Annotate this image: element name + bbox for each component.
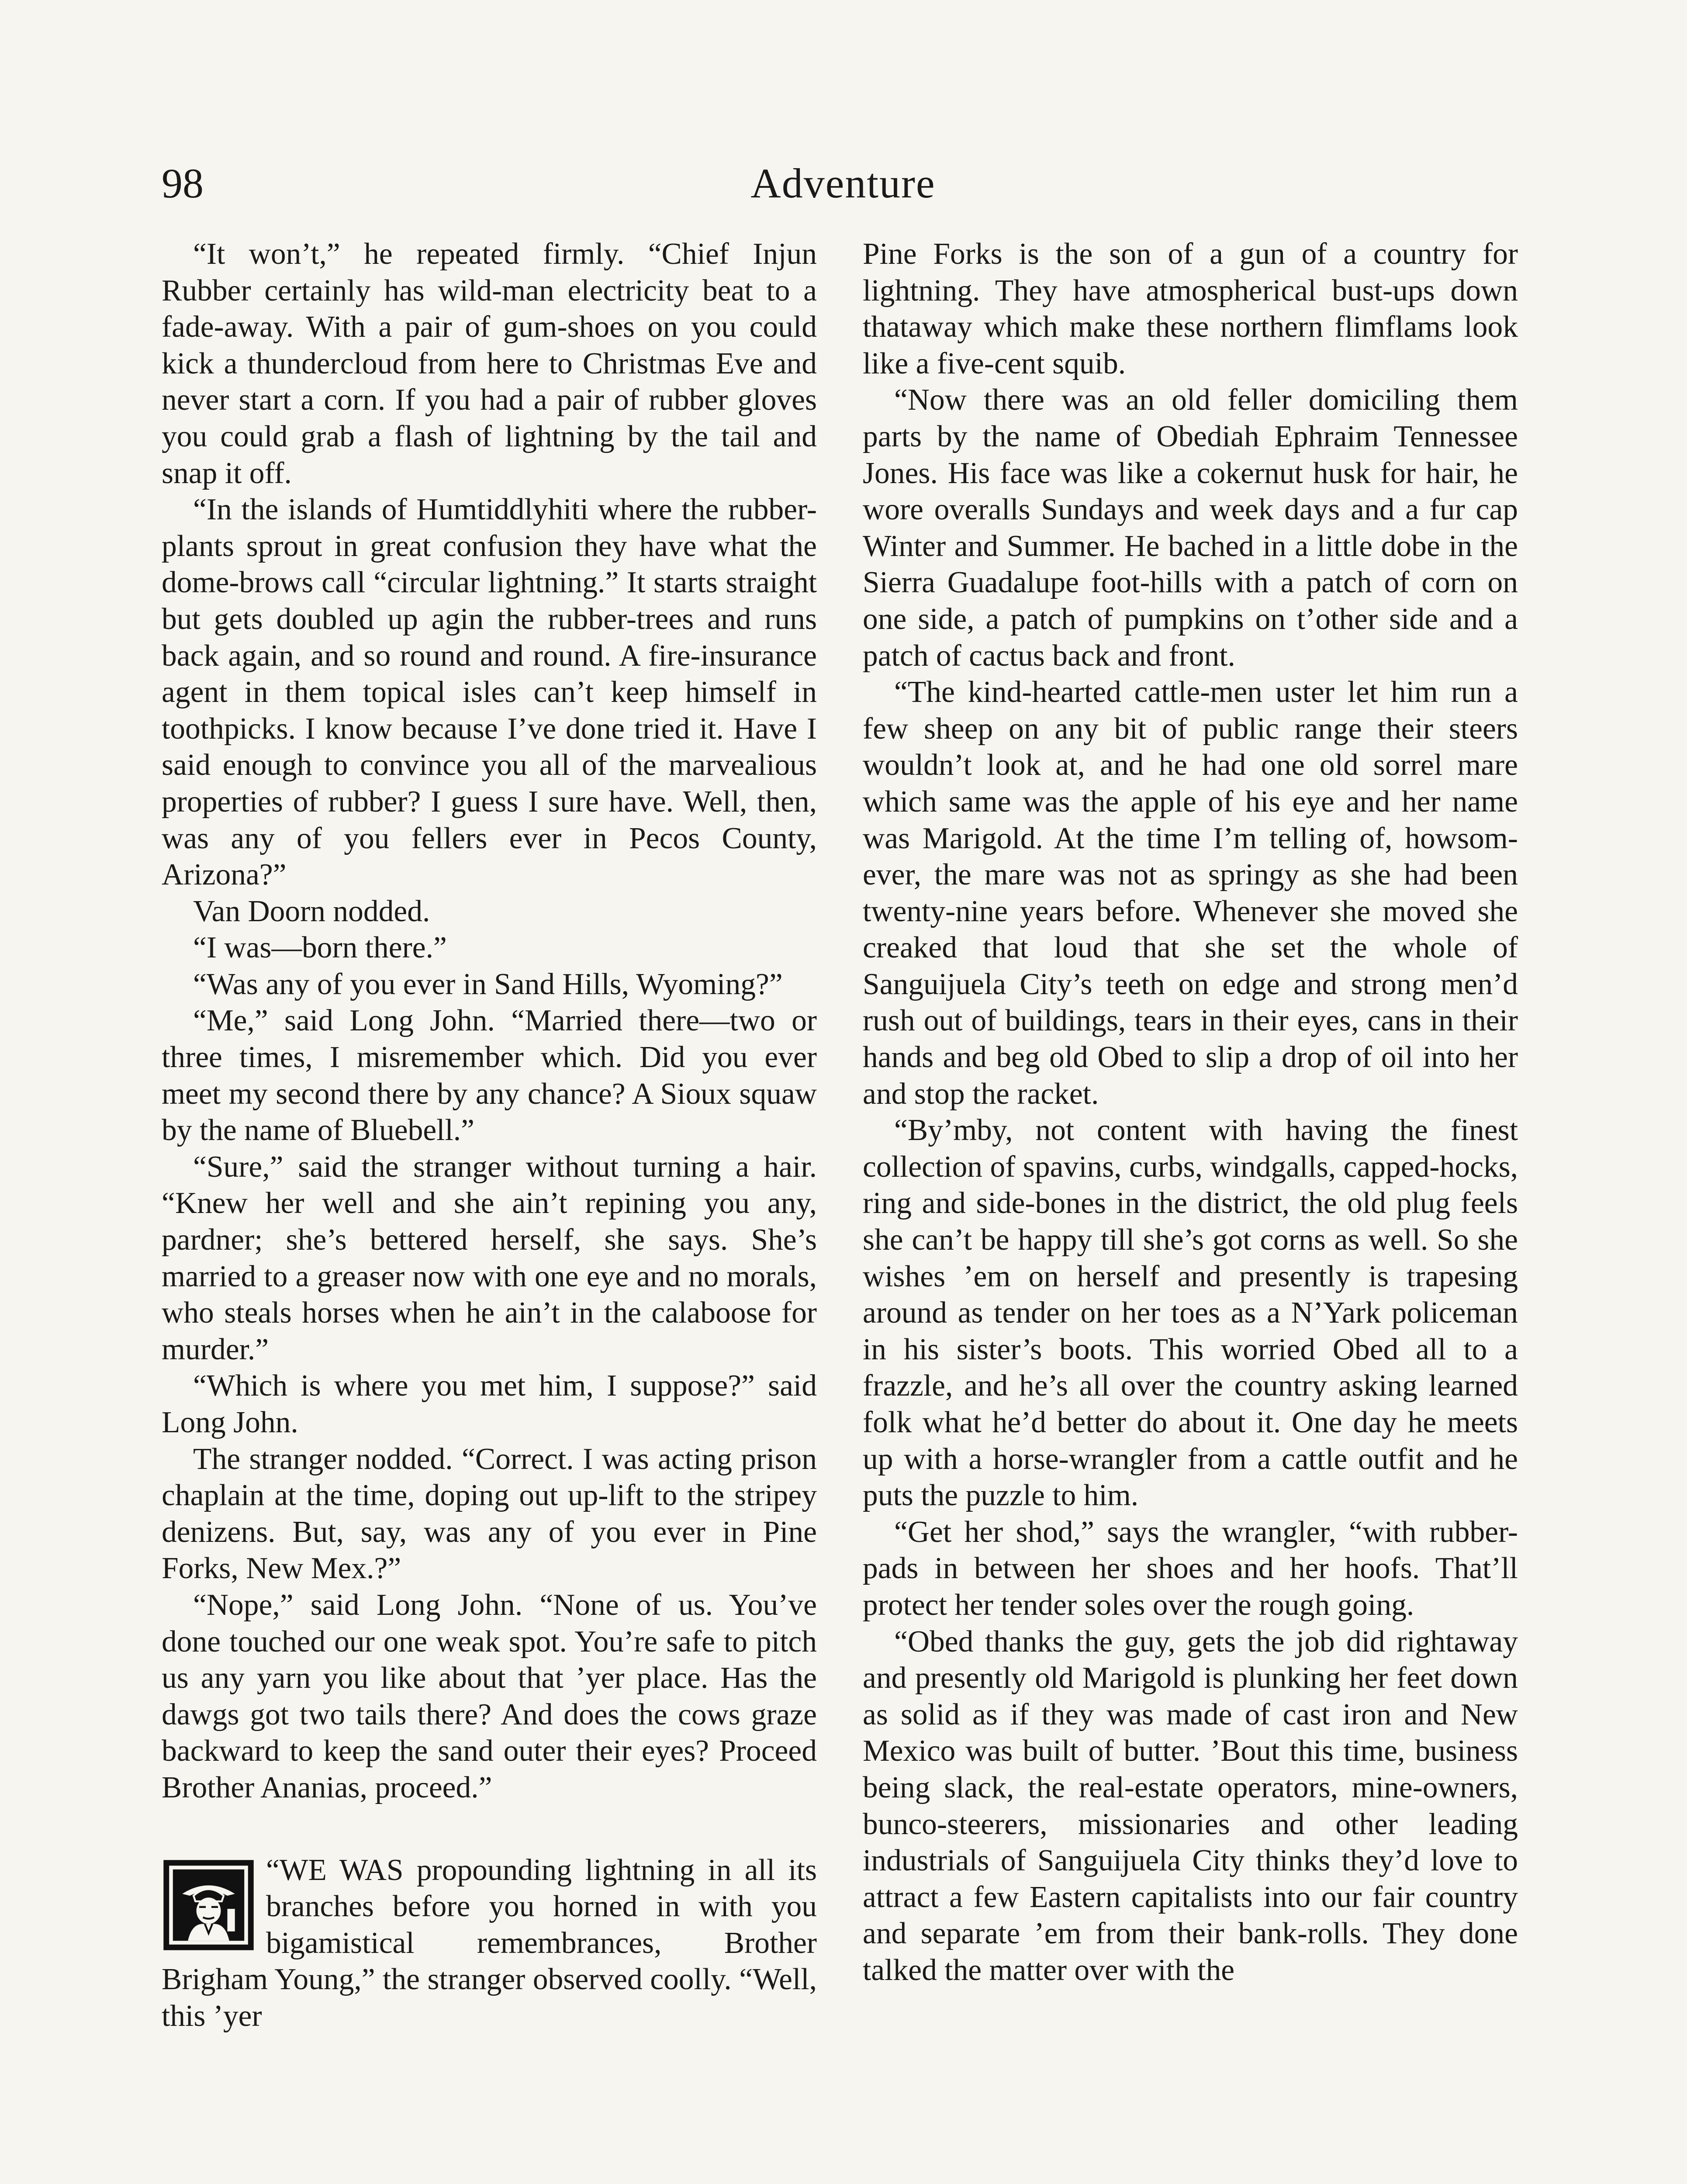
paragraph: “I was—born there.”	[193, 931, 447, 965]
paragraph: “Nope,” said Long John. “None of us. You’ve done touched our one weak spot. You’re safe to pitch us any yarn you like about that ’yer place. Has the dawgs got two tails there? And does the cows graze backward to keep the sand outer their eyes? Proceed Brother Ananias, proceed.”	[162, 1588, 817, 1804]
page-number: 98	[162, 160, 204, 207]
drop-paragraph: “WE WAS propounding lightning in all its branches before you horned in with you bigamistical remembrances, Brother Brigham Young,” the stranger observed coolly. “Well, this ’yer	[162, 1853, 817, 2033]
paragraph: “The kind-hearted cattle-men uster let him run a few sheep on any bit of public range their steers wouldn’t look at, and he had one old sorrel mare which same was the apple of his eye and her name was Marigold. At the time I’m telling of, howsomever, the mare was not as springy as she had been twenty-nine years before. Whenever she moved she creaked that loud that she set the whole of Sanguijuela City’s teeth on edge and strong men’d rush out of buildings, tears in their eyes, cans in their hands and beg old Obed to slip a drop of oil into her and stop the racket.	[863, 675, 1518, 1111]
paragraph: “It won’t,” he repeated firmly. “Chief Injun Rubber certainly has wild-man electricity beat to a fade-away. With a pair of gum-shoes on you could kick a thundercloud from here to Christmas Eve and never start a corn. If you had a pair of rubber gloves you could grab a flash of lightning by the tail and snap it off.	[162, 237, 817, 490]
paragraph: “Sure,” said the stranger without turning a hair. “Knew her well and she ain’t repining you any, pardner; she’s bettered herself, she says. She’s married to a greaser now with one eye and no morals, who steals horses when he ain’t in the calaboose for murder.”	[162, 1150, 817, 1366]
paragraph: “Now there was an old feller domiciling them parts by the name of Obediah Ephraim Tennessee Jones. His face was like a cokernut husk for hair, he wore overalls Sundays and week days and a fur cap Winter and Summer. He bached in a little dobe in the Sierra Guadalupe foot-hills with a patch of corn on one side, a patch of pumpkins on t’other side and a patch of cactus back and front.	[863, 383, 1518, 673]
section-break	[162, 1852, 817, 2035]
cowboy-illustration-icon	[162, 1858, 256, 1952]
page-header	[162, 153, 1525, 227]
paragraph: The stranger nodded. “Correct. I was acting prison chaplain at the time, doping out up-lift to the stripey denizens. But, say, was any of you ever in Pine Forks, New Mex.?”	[162, 1442, 817, 1586]
running-title: Adventure	[750, 160, 936, 207]
paragraph: Pine Forks is the son of a gun of a country for lightning. They have atmospherical bust-ups down thataway which make these northern flimflams look like a five-cent squib.	[863, 237, 1518, 380]
paragraph: “Was any of you ever in Sand Hills, Wyoming?”	[193, 967, 783, 1001]
paragraph: “In the islands of Humtiddlyhiti where the rubber-plants sprout in great confusion they have what the dome-brows call “circular lightning.” It starts straight but gets doubled up agin the rubber-trees and runs back again, and so round and round. A fire-insurance agent in them topical isles can’t keep himself in toothpicks. I know because I’ve done tried it. Have I said enough to convince you all of the marvealious properties of rubber? I guess I sure have. Well, then, was any of you fellers ever in Pecos County, Arizona?”	[162, 493, 817, 892]
left-column	[162, 236, 817, 2035]
paragraph: “Obed thanks the guy, gets the job did rightaway and presently old Marigold is plunking her feet down as solid as if they was made of cast iron and New Mexico was built of butter. ’Bout this time, business being slack, the real-estate operators, mine-owners, bunco-steerers, missionaries and other leading industrials of Sanguijuela City thinks they’d love to attract a few Eastern capitalists into our fair country and separate ’em from their bank-rolls. They done talked the matter over with the	[863, 1624, 1518, 1987]
paragraph: “Me,” said Long John. “Married there—two or three times, I misremember which. Did you ever meet my second there by any chance? A Sioux squaw by the name of Bluebell.”	[162, 1004, 817, 1147]
right-column	[863, 236, 1518, 1989]
paragraph: “By’mby, not content with having the finest collection of spavins, curbs, windgalls, capped-hocks, ring and side-bones in the district, the old plug feels she can’t be happy till she’s got corns as well. So she wishes ’em on herself and presently is trapesing around as tender on her toes as a N’Yark policeman in his sister’s boots. This worried Obed all to a frazzle, and he’s all over the country asking learned folk what he’d better do about it. One day he meets up with a horse-wrangler from a cattle outfit and he puts the puzzle to him.	[863, 1113, 1518, 1513]
paragraph: Van Doorn nodded.	[193, 894, 430, 928]
paragraph: “Which is where you met him, I suppose?” said Long John.	[162, 1369, 817, 1439]
paragraph: “Get her shod,” says the wrangler, “with rubber-pads in between her shoes and her hoofs. That’ll protect her tender soles over the rough going.	[863, 1515, 1518, 1622]
